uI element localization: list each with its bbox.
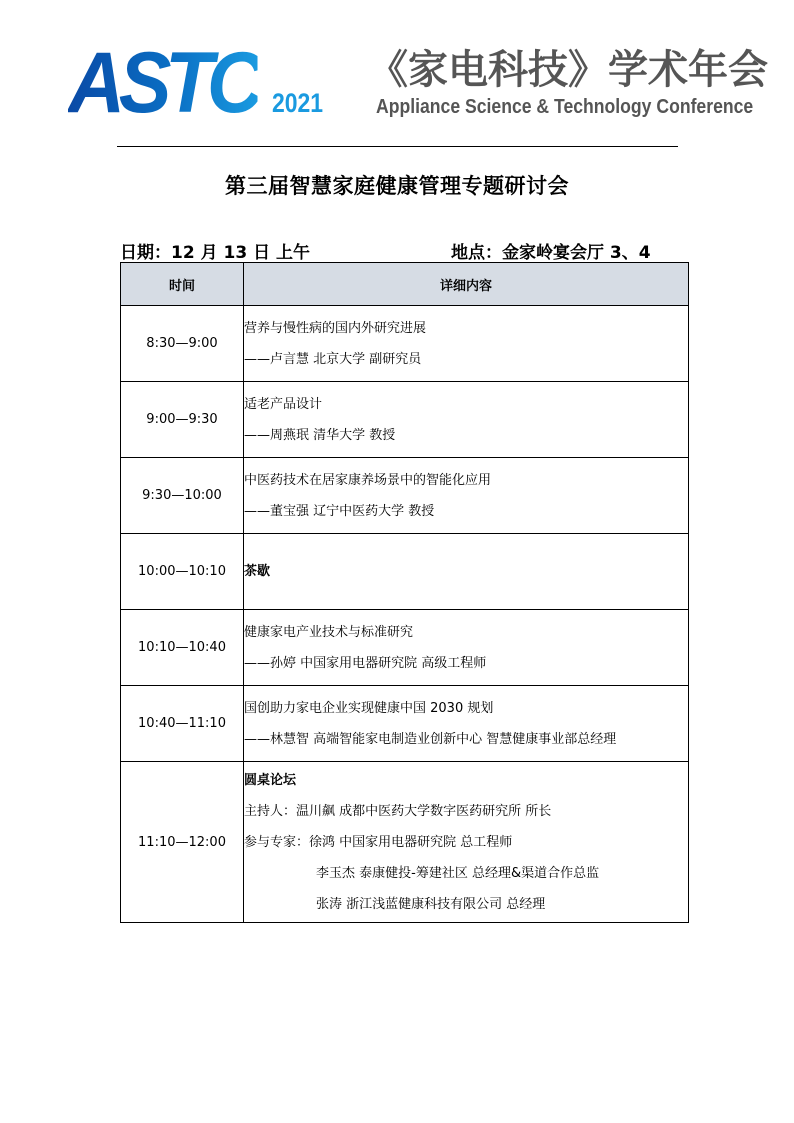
event-location: 地点：金家岭宴会厅 3、4 — [451, 243, 651, 263]
roundtable-expert: 张涛 浙江浅蓝健康科技有限公司 总经理 — [316, 896, 546, 912]
table-row — [121, 686, 689, 762]
table-row — [121, 610, 689, 686]
session-speaker: ——林慧智 高端智能家电制造业创新中心 智慧健康事业部总经理 — [244, 731, 617, 747]
logo-year: 2021 — [272, 88, 324, 118]
header-divider — [117, 146, 678, 147]
roundtable-title: 圆桌论坛 — [244, 772, 297, 788]
conference-title: 《家电科技》学术年会 — [368, 47, 768, 93]
column-header-time: 时间 — [121, 263, 244, 306]
row-detail — [244, 306, 689, 382]
roundtable-expert: 参与专家：徐鸿 中国家用电器研究院 总工程师 — [244, 834, 513, 850]
table-row — [121, 534, 689, 610]
astc-logo — [68, 35, 338, 131]
table-row — [121, 306, 689, 382]
table-row — [121, 458, 689, 534]
row-time: 11:10—12:00 — [121, 762, 244, 923]
session-title: 健康家电产业技术与标准研究 — [244, 624, 414, 640]
session-title: 中医药技术在居家康养场景中的智能化应用 — [244, 472, 492, 488]
schedule-table — [120, 262, 689, 923]
table-header-row — [121, 263, 689, 306]
row-time: 10:10—10:40 — [121, 610, 244, 686]
row-time: 10:40—11:10 — [121, 686, 244, 762]
row-detail — [244, 458, 689, 534]
row-time: 9:30—10:00 — [121, 458, 244, 534]
roundtable-expert: 李玉杰 泰康健投-筹建社区 总经理&渠道合作总监 — [316, 865, 600, 881]
row-time: 8:30—9:00 — [121, 306, 244, 382]
session-speaker: ——孙婷 中国家用电器研究院 高级工程师 — [244, 655, 487, 671]
session-speaker: ——卢言慧 北京大学 副研究员 — [244, 351, 422, 367]
table-row-roundtable — [121, 762, 689, 923]
row-time: 10:00—10:10 — [121, 534, 244, 610]
row-detail — [244, 610, 689, 686]
row-detail — [244, 534, 689, 610]
session-title: 国创助力家电企业实现健康中国 2030 规划 — [244, 700, 494, 716]
row-detail — [244, 686, 689, 762]
event-date: 日期：12 月 13 日 上午 — [120, 243, 310, 263]
session-title: 茶歇 — [244, 564, 271, 579]
logo-text: ASTC — [68, 35, 258, 131]
session-title: 适老产品设计 — [244, 396, 323, 412]
conference-subtitle: Appliance Science & Technology Conference — [376, 96, 754, 118]
session-title: 营养与慢性病的国内外研究进展 — [244, 320, 427, 336]
page-title: 第三届智慧家庭健康管理专题研讨会 — [225, 174, 569, 198]
session-speaker: ——董宝强 辽宁中医药大学 教授 — [244, 503, 435, 519]
column-header-detail: 详细内容 — [244, 263, 689, 306]
roundtable-host: 主持人：温川飙 成都中医药大学数字医药研究所 所长 — [244, 803, 552, 819]
row-detail — [244, 382, 689, 458]
row-detail — [244, 762, 689, 923]
session-speaker: ——周燕珉 清华大学 教授 — [244, 427, 396, 443]
row-time: 9:00—9:30 — [121, 382, 244, 458]
table-row — [121, 382, 689, 458]
